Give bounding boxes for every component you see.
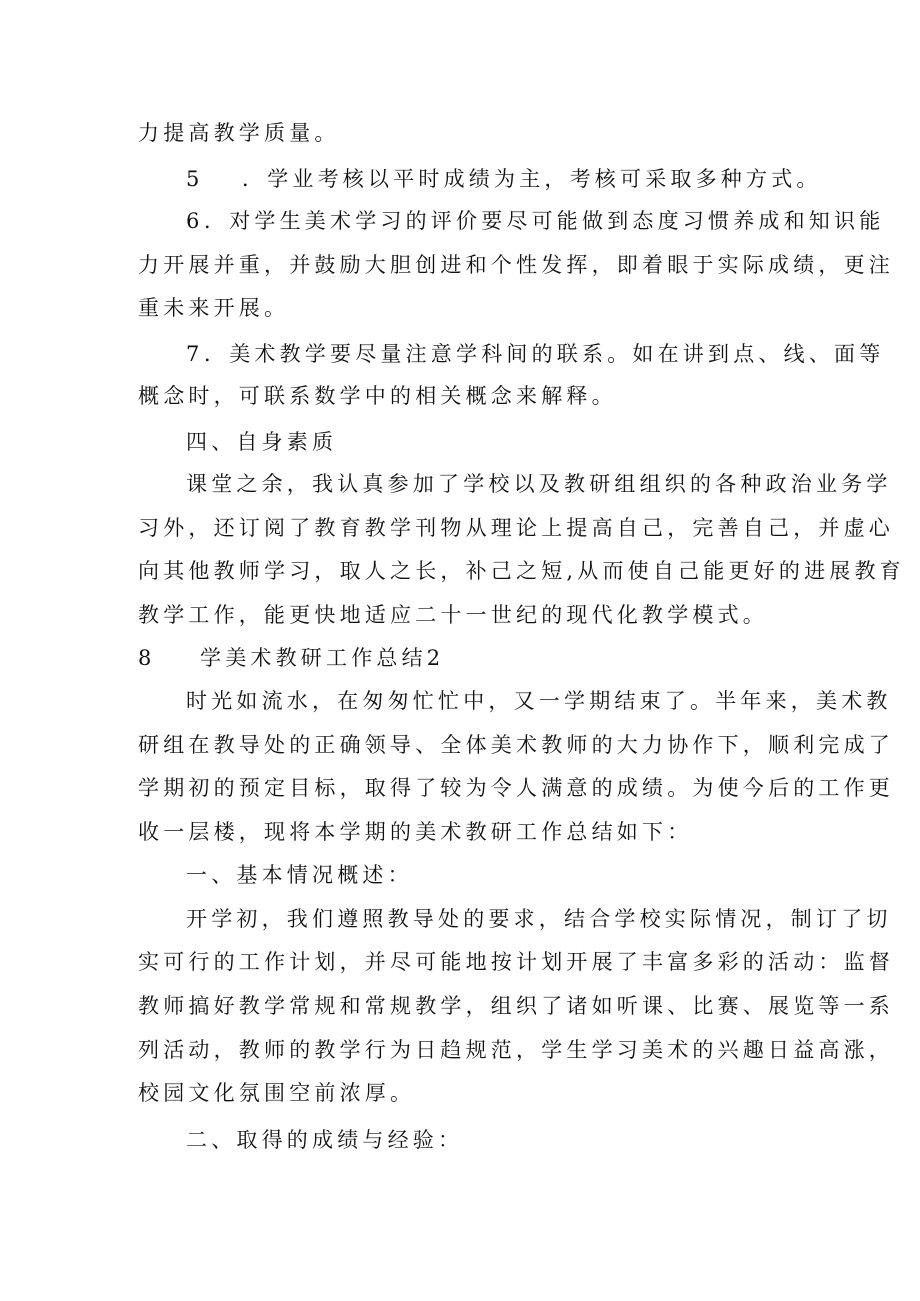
paragraph-basic-line-4: 列活动，教师的教学行为日趋规范，学生学习美术的兴趣日益高涨， [138,1038,894,1062]
list-item-text: ．美术教学要尽量注意学科间的联系。如在讲到点、线、面等 [204,342,885,366]
list-item-7-line-2: 概念时，可联系数学中的相关概念来解释。 [138,384,617,408]
paragraph-basic-line-2: 实可行的工作计划，并尽可能地按计划开展了丰富多彩的活动：监督 [138,950,894,974]
intro-line-2: 研组在教导处的正确领导、全体美术教师的大力协作下，顺利完成了 [138,733,894,757]
list-item-6 [186,206,884,236]
paragraph-tail: 力提高教学质量。 [138,121,340,145]
paragraph-basic-line-3: 教师搞好教学常规和常规教学，组织了诸如听课、比赛、展览等一系 [138,994,894,1018]
intro-line-4: 收一层楼，现将本学期的美术教研工作总结如下： [138,820,693,844]
document-title-2 [138,643,444,673]
title-number: 8 [138,646,152,670]
title-text: 学美术教研工作总结2 [200,646,445,670]
list-item-number: 6 [186,209,200,233]
list-item-6-line-3: 重未来开展。 [138,296,290,320]
paragraph-self-line-1: 课堂之余，我认真参加了学校以及教研组组织的各种政治业务学 [186,472,892,496]
section-heading-self-quality: 四、自身素质 [186,430,338,454]
section-heading-basic: 一、基本情况概述： [186,863,413,887]
list-item-text: ．对学生美术学习的评价要尽可能做到态度习惯养成和知识能 [204,209,885,233]
section-heading-achievements: 二、取得的成绩与经验： [186,1128,464,1152]
intro-line-1: 时光如流水，在匆匆忙忙中，又一学期结束了。半年来，美术教 [186,689,892,713]
list-item-number: 7 [186,342,200,366]
list-item-5 [186,164,822,194]
list-item-6-line-2: 力开展并重，并鼓励大胆创进和个性发挥，即着眼于实际成绩，更注 [138,253,894,277]
list-item-7 [186,339,884,369]
list-item-number: 5 [186,167,200,191]
list-item-text: ．学业考核以平时成绩为主，考核可采取多种方式。 [242,167,822,191]
paragraph-self-line-4: 教学工作，能更快地适应二十一世纪的现代化教学模式。 [138,603,768,627]
paragraph-basic-line-1: 开学初，我们遵照教导处的要求，结合学校实际情况，制订了切 [186,907,892,931]
paragraph-self-line-2: 习外，还订阅了教育教学刊物从理论上提高自己，完善自己，并虚心 [138,516,894,540]
paragraph-self-line-3: 向其他教师学习，取人之长，补己之短,从而使自己能更好的进展教育 [138,559,905,583]
paragraph-basic-line-5: 校园文化氛围空前浓厚。 [138,1081,416,1105]
intro-line-3: 学期初的预定目标，取得了较为令人满意的成绩。为使今后的工作更 [138,776,894,800]
